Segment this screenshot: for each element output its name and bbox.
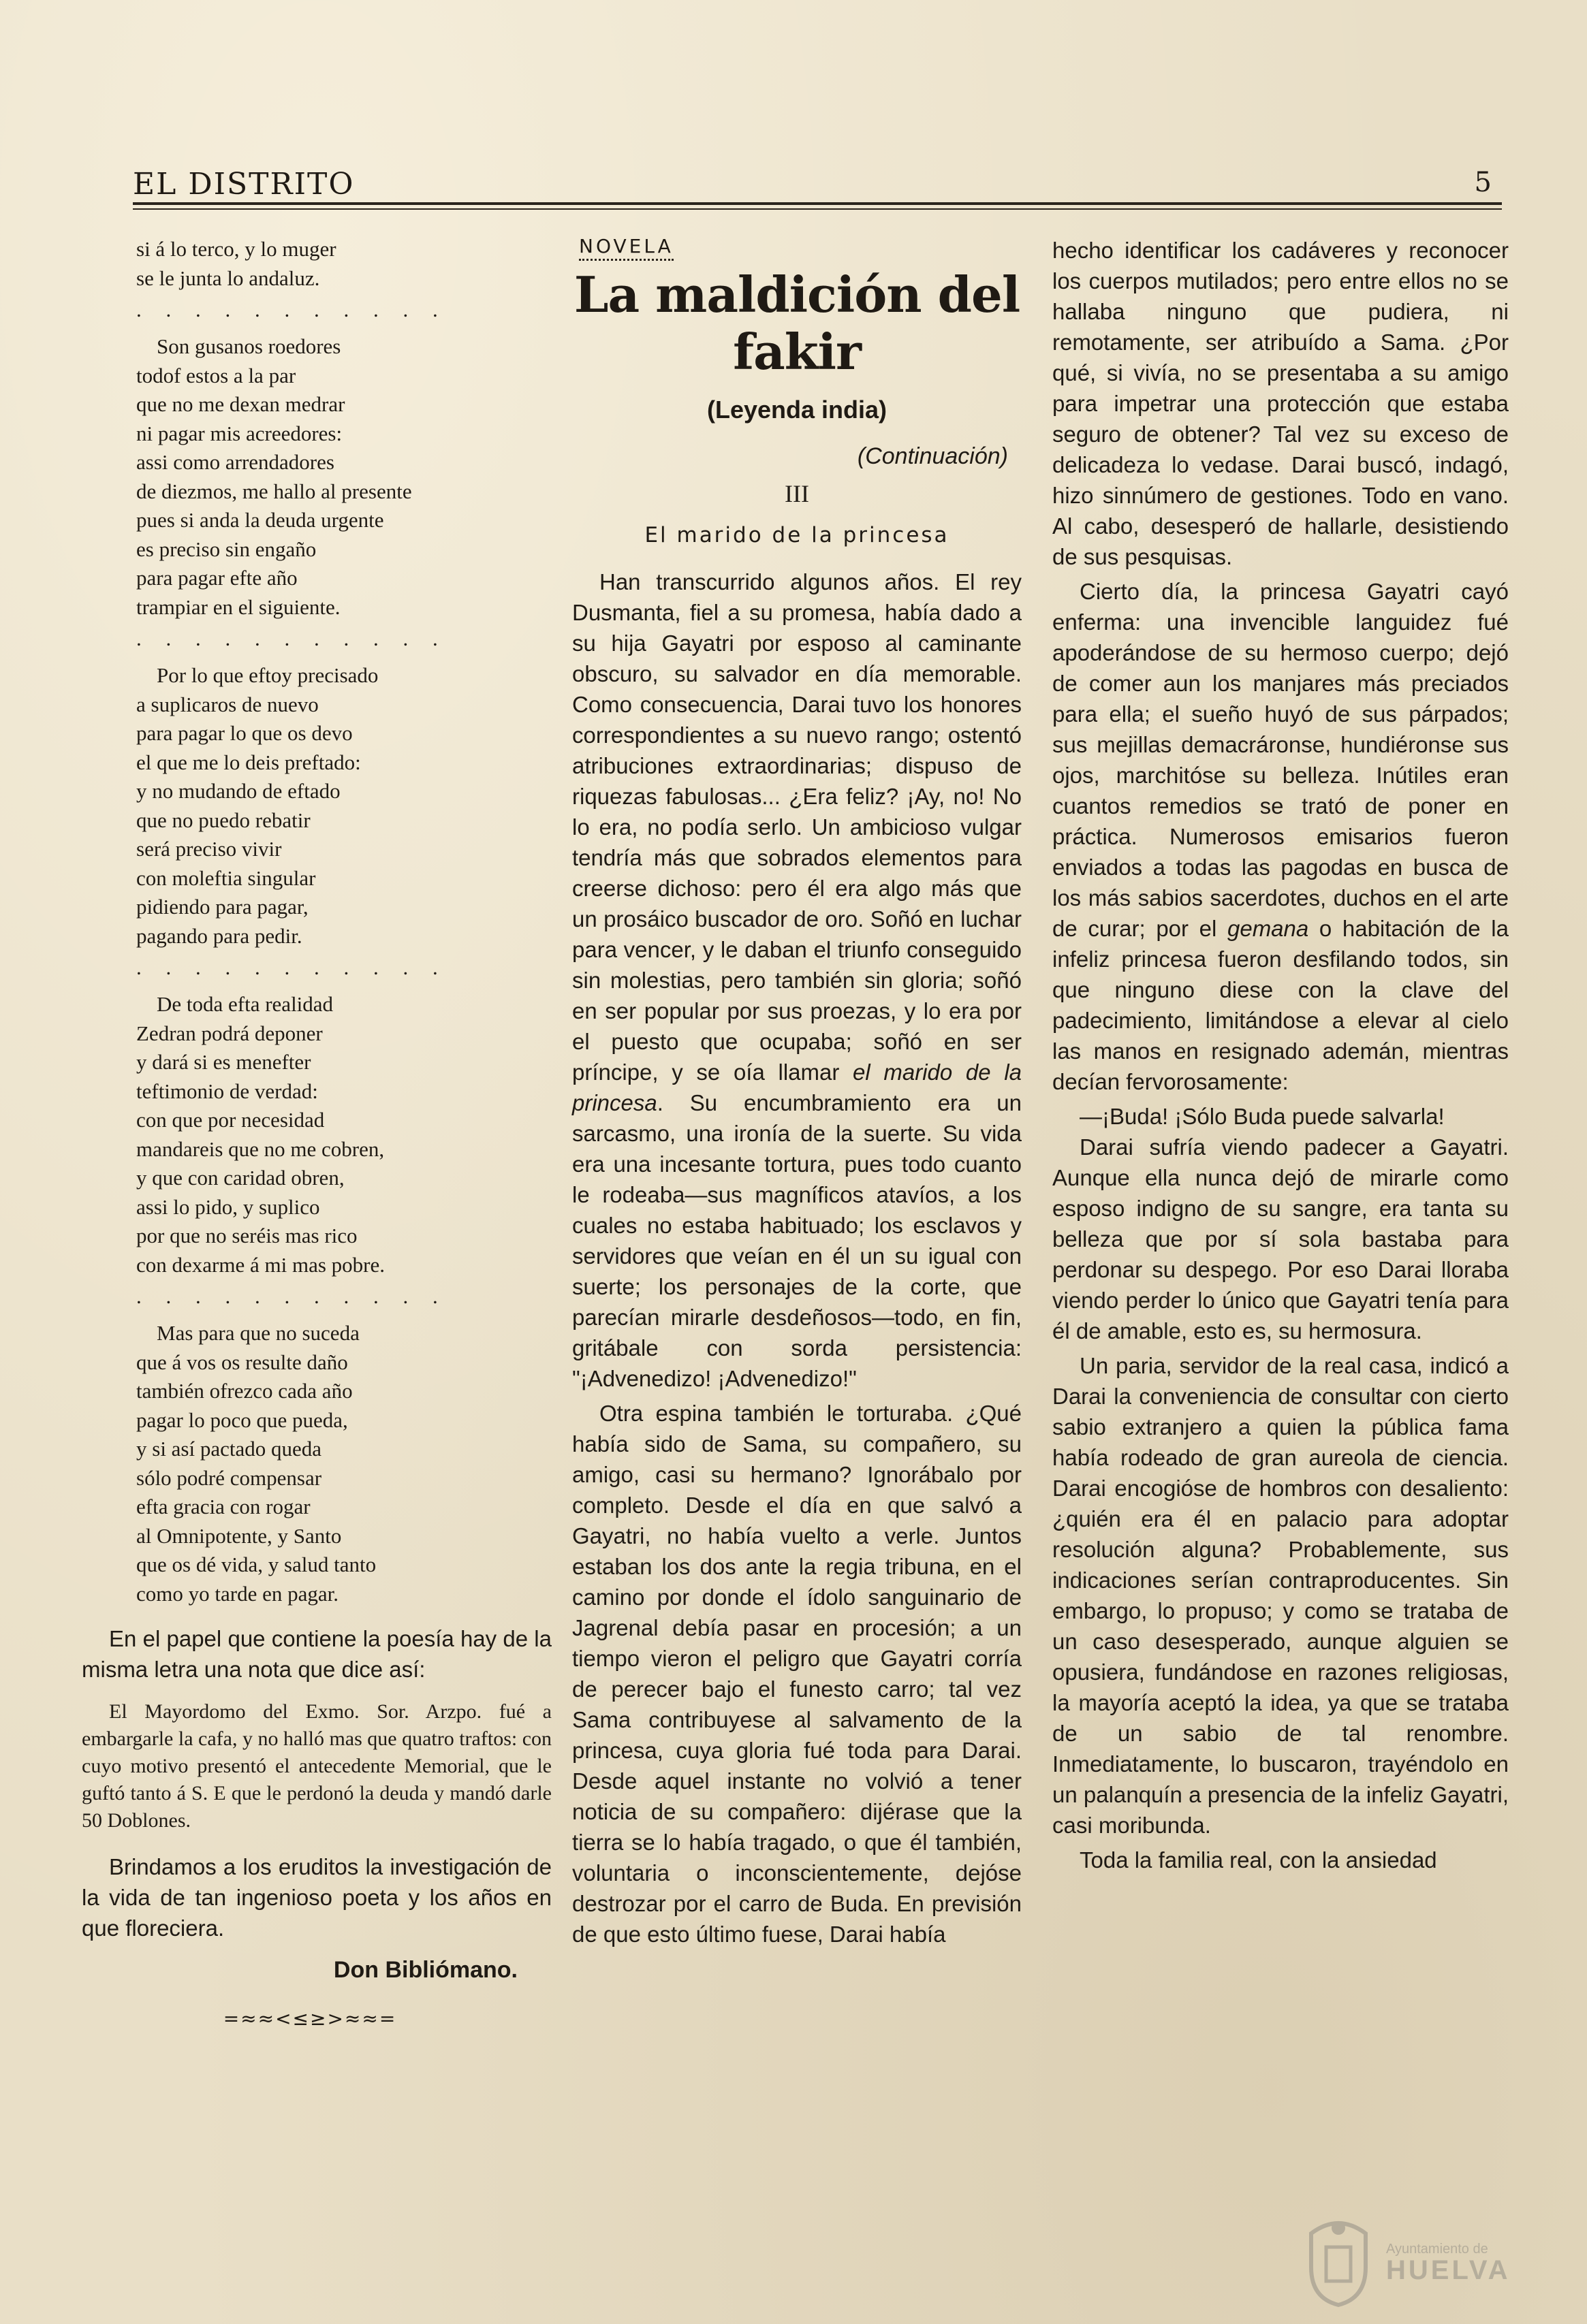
verse-stanza — [82, 1319, 552, 1608]
verse-line: assi como arrendadores — [136, 450, 334, 474]
text-run: Cierto día, la princesa Gayatri cayó enferma: una invencible languidez fué apoderándose de su hermoso cuerpo; dejó de comer aun los manjares más preciados para ella; el sueño huyó de sus párpados; sus mejillas demacráronse, hundiéronse sus ojos, marchitóse su belleza. Inútiles eran cuantos remedios se trató de poner en práctica. Numerosos emisarios fueron enviados a todas las pagodas en busca de los más sabios sacerdotes, duchos en el arte de curar; por el — [1052, 579, 1509, 941]
ellipsis-separator: . . . . . . . . . . . — [136, 1284, 447, 1308]
verse-line: por que no seréis mas rico — [136, 1224, 358, 1247]
closing-paragraph: Brindamos a los eruditos la investigación de la vida de tan ingenioso poeta y los años en que floreciera. — [82, 1854, 552, 1941]
verse-line: trampiar en el siguiente. — [136, 594, 341, 619]
archival-note: El Mayordomo del Exmo. Sor. Arzpo. fué a embargarle la cafa, y no halló mas que quatro traftos: con cuyo motivo presentó el antecedente Memorial, que le guftó tanto á S. E que le perdonó la deuda y mandó darle 50 Doblones. — [82, 1700, 552, 1832]
verse-line: se le junta lo andaluz. — [136, 266, 320, 290]
novel-paragraph: Otra espina también le torturaba. ¿Qué había sido de Sama, su compañero, su amigo, casi su hermano? Ignorábalo por completo. Desde el día en que salvó a Gayatri, no había vuelto a verle. Juntos estaban los dos ante la regia tribuna, en el camino por donde el ídolo sanguinario de Jagrenal debía pasar en procesión; a un tiempo vieron el peligro que Gayatri corría de perecer bajo el funesto carro; tal vez Sama contribuyese al salvamento de la princesa, cuya gloria fué toda para Darai. Desde aquel instante no volvió a tener noticia de su compañero: dijérase que la tierra se lo había tragado, o que él también, voluntaria o inconscientemente, dejóse destrozar por el carro de Buda. En previsión de que esto último fuese, Darai había — [572, 1401, 1022, 1947]
verse-line: que os dé vida, y salud tanto — [136, 1553, 377, 1576]
column-right — [1052, 235, 1509, 1875]
text-run: o habitación de la infeliz princesa fueron desfilando todos, sin que ninguno diese con la clave del padecimiento, limitándose a elevar al cielo las manos en resignado ademán, mientras decían fervorosamente: — [1052, 916, 1509, 1094]
verse-line: sólo podré compensar — [136, 1465, 322, 1490]
ornament-divider: =≈≈<≤≥>≈≈= — [223, 2007, 397, 2030]
page-header — [133, 167, 1492, 201]
novel-paragraph: Toda la familia real, con la ansiedad — [1080, 1847, 1437, 1873]
verse-line: al Omnipotente, y Santo — [136, 1523, 342, 1548]
text-run: . Su encumbramiento era un sarcasmo, una ironía de la suerte. Su vida era una incesante tortura, pues todo cuanto le rodeaba—sus magníficos atavíos, a los cuales no estaba habituado; los esclavos y servidores que veían en él un su igual con suerte; los personajes de la corte, que parecían mirarle desdeñosos—todo, en fin, gritábale con sorda persistencia: "¡Advenedizo! ¡Advenedizo!" — [572, 1090, 1022, 1391]
novel-title: La maldición del fakir — [573, 266, 1020, 381]
verse-line: será preciso vivir — [136, 837, 282, 861]
commentary-paragraph: En el papel que contiene la poesía hay de la misma letra una nota que dice así: — [82, 1626, 552, 1682]
verse-line: Mas para que no suceda — [157, 1321, 360, 1345]
coat-of-arms-icon — [1298, 2213, 1379, 2308]
verse-line: a suplicaros de nuevo — [136, 692, 319, 716]
verse-line: y que con caridad obren, — [136, 1166, 345, 1190]
continuation-label: (Continuación) — [857, 443, 1008, 469]
emphasis-text: el marido de la princesa — [572, 1060, 1022, 1115]
ellipsis-separator: . . . . . . . . . . . — [136, 626, 447, 650]
verse-line: assi lo pido, y suplico — [136, 1194, 320, 1219]
verse-line: pidiendo para pagar, — [136, 895, 309, 919]
column-middle — [572, 235, 1022, 1949]
ellipsis-separator: . . . . . . . . . . . — [136, 955, 447, 979]
verse-line: que á vos os resulte daño — [136, 1350, 348, 1374]
chapter-number: III — [785, 480, 809, 507]
verse-line: mandareis que no me cobren, — [136, 1136, 385, 1161]
verse-stanza — [82, 661, 552, 951]
verse-line: también ofrezco cada año — [136, 1379, 353, 1403]
column-left — [82, 235, 552, 2030]
novel-paragraph — [572, 567, 1022, 1394]
verse-line: que no puedo rebatir — [136, 808, 311, 832]
verse-line: si á lo terco, y lo muger — [136, 237, 336, 261]
verse-line: que no me dexan medrar — [136, 392, 345, 416]
verse-stanza — [82, 990, 552, 1279]
verse-line: teftimonio de verdad: — [136, 1079, 318, 1103]
verse-line: Zedran podrá deponer — [136, 1021, 323, 1045]
dialogue-line: —¡Buda! ¡Sólo Buda puede salvarla! — [1080, 1104, 1445, 1129]
verse-line: es preciso sin engaño — [136, 537, 317, 561]
ellipsis-separator: . . . . . . . . . . . — [136, 298, 447, 321]
emphasis-text: gemana — [1227, 916, 1309, 941]
novel-paragraph: Un paria, servidor de la real casa, indicó a Darai la conveniencia de consultar con cierto sabio extranjero a quien la pública fama había rodeado de gran aureola de ciencia. Darai encogióse de hombros con desaliento: ¿quién era él en palacio para adoptar resolución alguna? Probablemente, sus indicaciones serían contraproducentes. Sin embargo, lo propuso; y como se trataba de un caso desesperado, aunque alguien se opusiera, fundándose en razones religiosas, la mayoría aceptó la idea, ya que se trataba de un sabio de tal renombre. Inmediatamente, lo buscaron, trayéndolo en un palanquín a presencia de la infeliz Gayatri, casi moribunda. — [1052, 1353, 1509, 1838]
verse-line: pues si anda la deuda urgente — [136, 508, 384, 532]
verse-line: efta gracia con rogar — [136, 1495, 311, 1518]
watermark-line2: HUELVA — [1386, 2255, 1511, 2285]
verse-line: pagando para pedir. — [136, 923, 302, 948]
verse-line: de diezmos, me hallo al presente — [136, 479, 412, 503]
watermark-line1: Ayuntamiento de — [1386, 2242, 1488, 2257]
verse-line: para pagar lo que os devo — [136, 721, 353, 745]
page-number: 5 — [1474, 167, 1492, 198]
verse-stanza — [82, 332, 552, 622]
header-rule-thin — [133, 208, 1502, 210]
text-run: Han transcurrido algunos años. El rey Dusmanta, fiel a su promesa, había dado a su hija Gayatri por esposo al caminante obscuro, su salvador en día memorable. Como consecuencia, Darai tuvo los honores correspondientes a su nuevo rango; ostentó atribuciones extraordinarias; dispuso de riquezas fabulosas... ¿Era feliz? ¡Ay, no! No lo era, no podía serlo. Un ambicioso vulgar tendría más que sobrados elementos para creerse dichoso: pero él era algo más que un prosáico buscador de oro. Soñó en luchar para vencer, y le daban el triunfo conseguido sin molestias, pero también sin gloria; soñó en ser popular por sus proezas, y lo era por el puesto que ocupaba; soñó en ser príncipe, y se oía llamar — [572, 569, 1022, 1085]
verse-line: y si así pactado queda — [136, 1437, 322, 1461]
verse-line: y dará si es menefter — [136, 1050, 311, 1074]
section-kicker: NOVELA — [579, 235, 674, 261]
verse-line: todof estos a la par — [136, 363, 296, 387]
verse-line: como yo tarde en pagar. — [136, 1581, 339, 1606]
archive-watermark — [1298, 2213, 1529, 2308]
verse-line: pagar lo poco que pueda, — [136, 1407, 348, 1432]
verse-line: con que por necesidad — [136, 1108, 325, 1132]
novel-paragraph: Darai sufría viendo padecer a Gayatri. Aunque ella nunca dejó de mirarle como esposo indigno de su sangre, era tanta su belleza que por sí sola bastaba para perdonar su despego. Por eso Darai lloraba viendo perder lo único que Gayatri tenía para él de amable, esto es, su hermosura. — [1052, 1134, 1509, 1343]
verse-stanza — [82, 235, 552, 293]
chapter-title: El marido de la princesa — [644, 523, 949, 547]
publication-title: EL DISTRITO — [133, 167, 355, 202]
novel-subtitle: (Leyenda india) — [706, 396, 887, 424]
verse-line: con dexarme á mi mas pobre. — [136, 1252, 385, 1277]
header-rule-thick — [133, 202, 1502, 205]
verse-line: con moleftia singular — [136, 865, 316, 890]
author-signature: Don Bibliómano. — [333, 1957, 518, 1983]
novel-paragraph: hecho identificar los cadáveres y reconocer los cuerpos mutilados; pero entre ellos no se hallaba ninguno que pudiera, ni remotamente, ser atribuído a Sama. ¿Por qué, si vivía, no se presentaba a su amigo para impetrar una protección que estaba seguro de obtener? Tal vez su exceso de delicadeza lo vedase. Darai buscó, indagó, hizo sinnúmero de gestiones. Todo en vano. Al cabo, desesperó de hallarle, desistiendo de sus pesquisas. — [1052, 238, 1509, 569]
verse-line: para pagar efte año — [136, 566, 298, 590]
verse-line: el que me lo deis preftado: — [136, 750, 361, 774]
verse-line: Son gusanos roedores — [157, 334, 341, 358]
verse-line: y no mudando de eftado — [136, 779, 341, 803]
verse-line: De toda efta realidad — [157, 992, 334, 1016]
novel-paragraph — [1052, 576, 1509, 1097]
verse-line: ni pagar mis acreedores: — [136, 421, 343, 445]
verse-line: Por lo que eftoy precisado — [157, 663, 379, 687]
